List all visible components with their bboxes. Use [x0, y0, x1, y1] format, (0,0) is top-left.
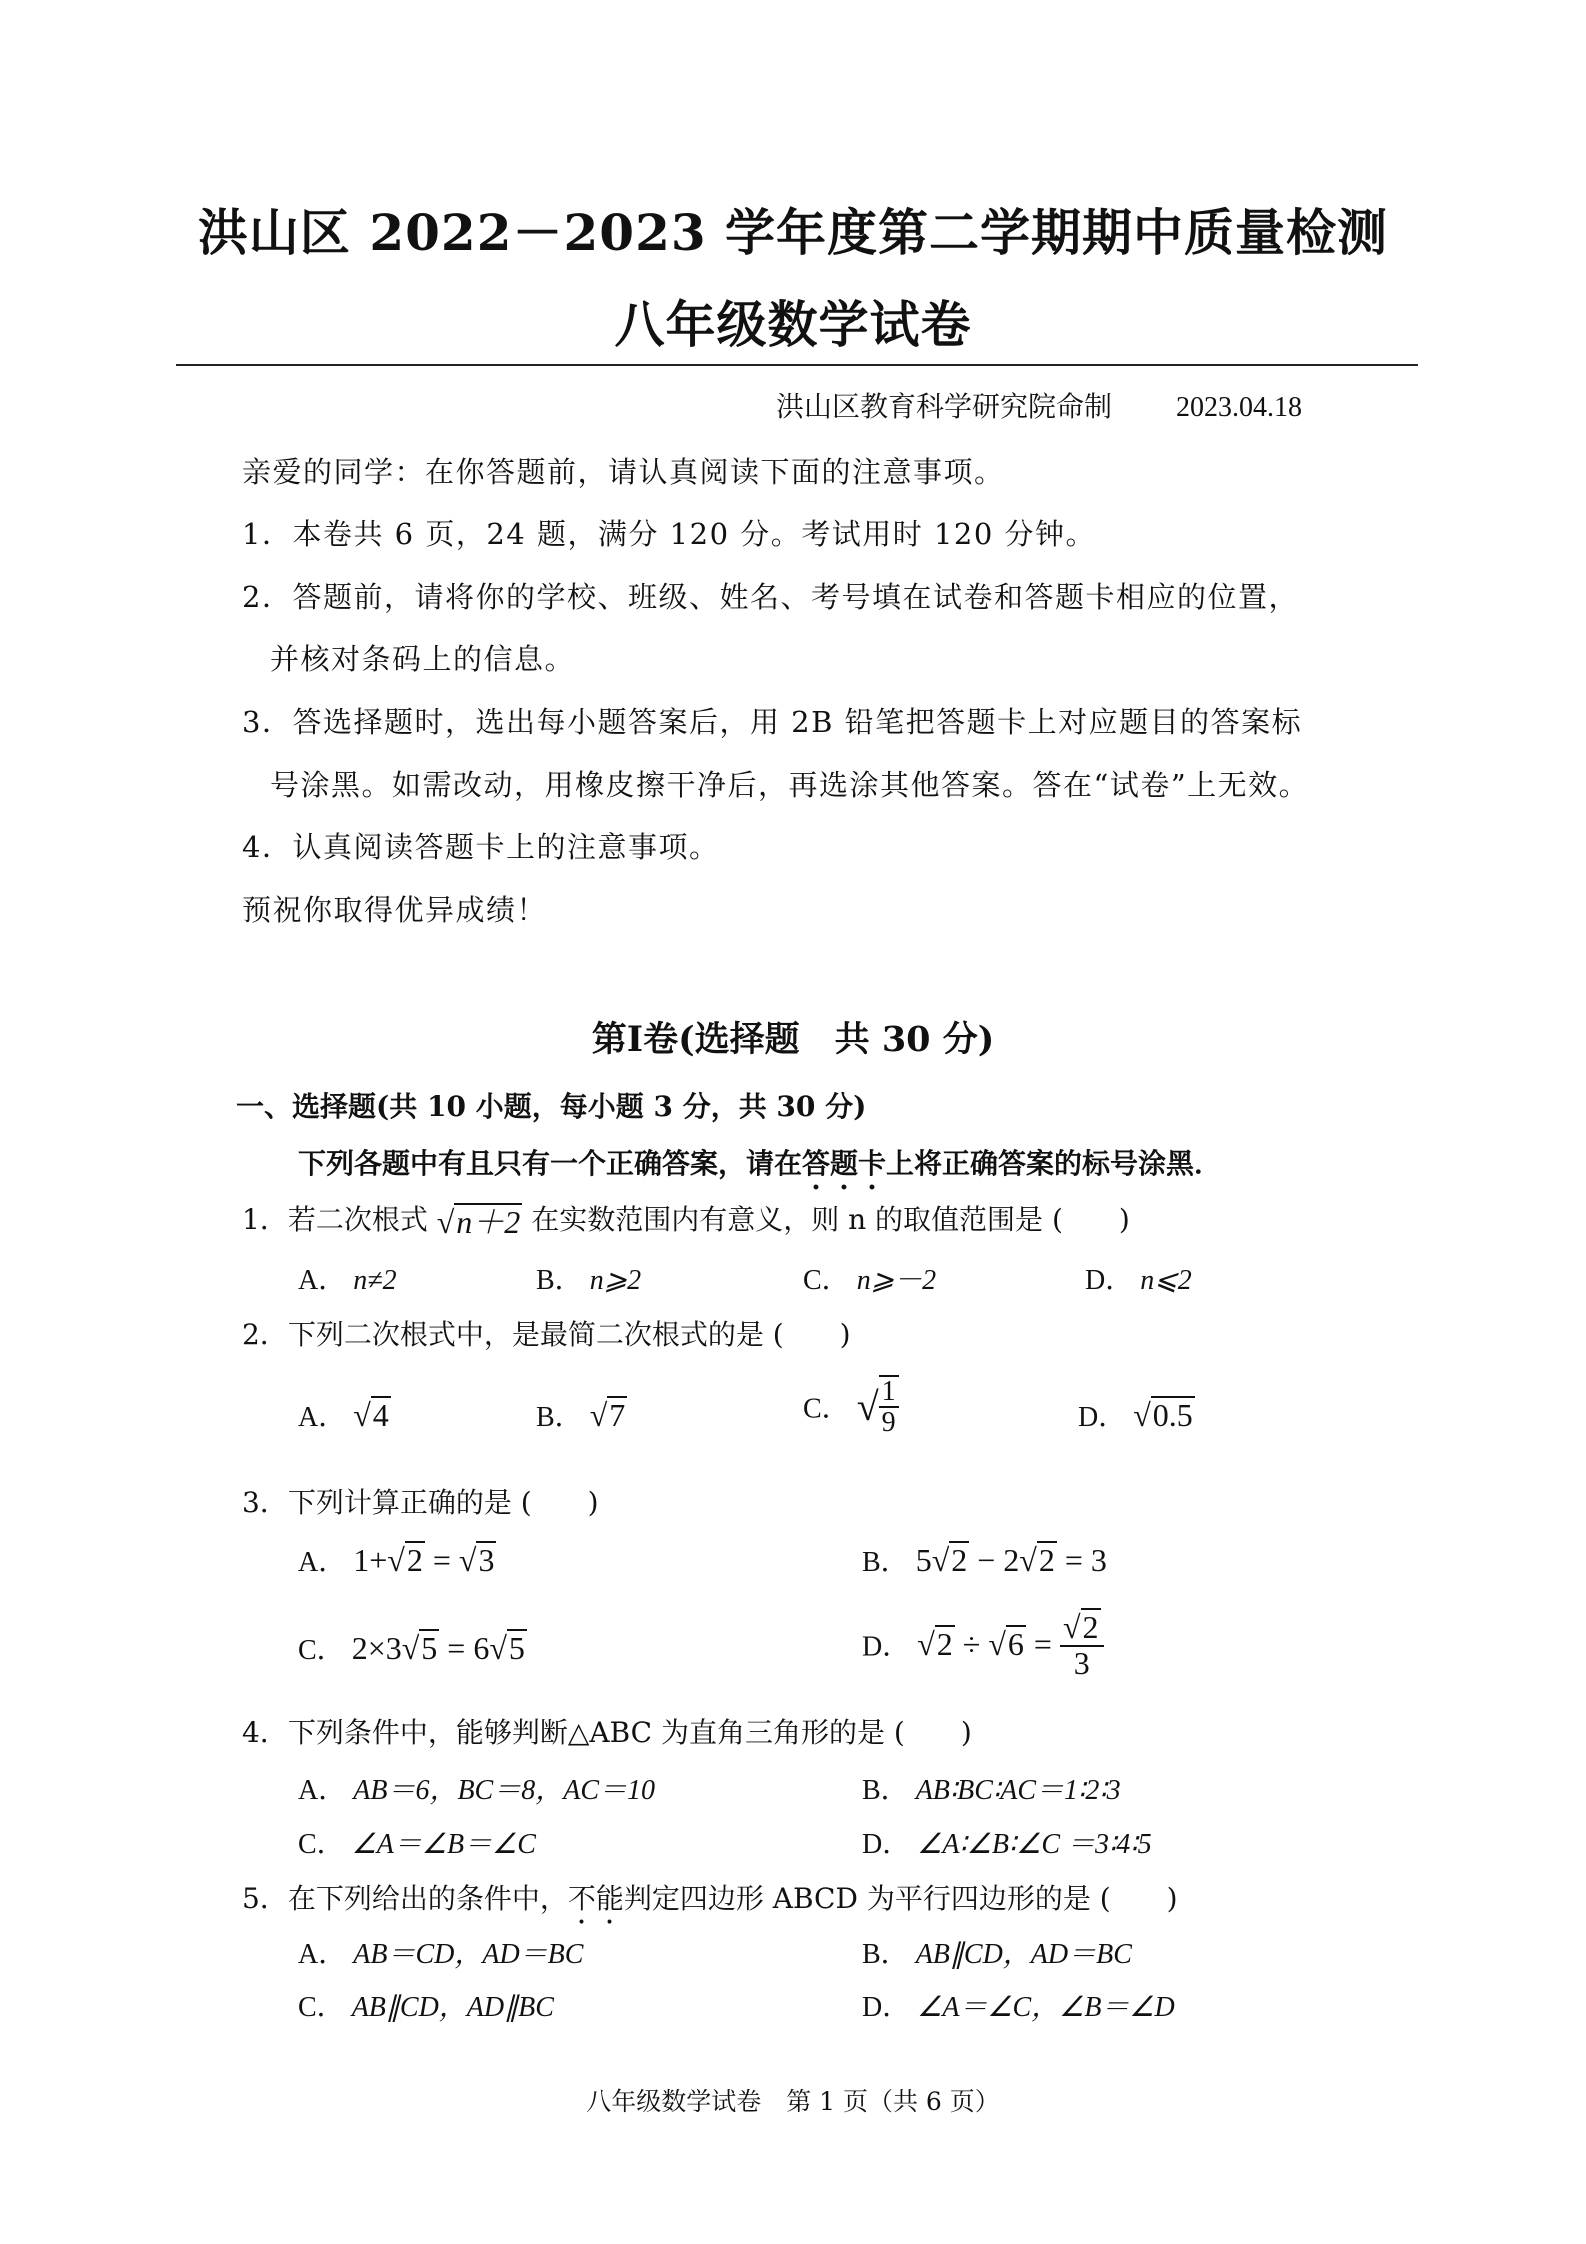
q4-option-d-text: ∠A∶∠B∶∠C ＝3∶4∶5: [917, 1829, 1152, 1860]
q4-option-a[interactable]: [298, 1768, 655, 1808]
q5-option-d[interactable]: [862, 1985, 1175, 2025]
notice-item-4: 4．认真阅读答题卡上的注意事项。: [242, 830, 720, 864]
q2-option-a[interactable]: A． √4: [298, 1397, 389, 1433]
q4-option-d[interactable]: [862, 1822, 1152, 1862]
option-label: B．: [536, 1402, 583, 1433]
q2-c-denominator: 9: [881, 1407, 896, 1439]
q1-radicand: n＋2: [456, 1203, 521, 1240]
author-line: [776, 385, 1302, 425]
q4-option-b[interactable]: [862, 1768, 1121, 1808]
q4-option-b-text: AB∶BC∶AC＝1∶2∶3: [915, 1775, 1121, 1806]
q5-option-c[interactable]: [298, 1985, 554, 2025]
part1-title: 第Ⅰ卷(选择题 共 30 分): [591, 1019, 995, 1060]
q2-option-a-radicand: 4: [372, 1397, 389, 1433]
option-label: D．: [1078, 1402, 1127, 1433]
option-label: A．: [298, 1547, 347, 1578]
q5-stem-a: 5．在下列给出的条件中，: [242, 1882, 568, 1915]
option-label: B．: [862, 1775, 909, 1806]
option-label: A．: [298, 1775, 347, 1806]
q1-suffix: 在实数范围内有意义，则 n 的取值范围是 ( ): [531, 1203, 1130, 1236]
q1-option-a[interactable]: [298, 1258, 397, 1298]
option-label: C．: [298, 1992, 345, 2023]
exam-date: 2023.04.18: [1176, 392, 1303, 423]
question-4: 4．下列条件中，能够判断△ABC 为直角三角形的是 ( ): [242, 1716, 972, 1749]
q1-option-b-text: n⩾2: [589, 1265, 642, 1296]
q2-c-numerator: 1: [879, 1377, 899, 1408]
q2-option-b[interactable]: B． √7: [536, 1397, 626, 1433]
option-label: C．: [803, 1265, 850, 1296]
q4-option-c[interactable]: [298, 1822, 536, 1862]
exam-title-line1: 洪山区 2022－2023 学年度第二学期期中质量检测: [197, 203, 1389, 262]
q3-option-d[interactable]: D． √2 ÷ √6 = $\frac{√2}{3}$: [862, 1608, 1104, 1681]
q1-option-d-text: n⩽2: [1140, 1265, 1192, 1296]
option-label: A．: [298, 1265, 347, 1296]
q2-option-b-radicand: 7: [609, 1397, 626, 1433]
question-5: [242, 1877, 1178, 1931]
instruction-text-a: 下列各题中有且只有一个正确答案，请在: [298, 1147, 803, 1180]
q5-stem-b: 判定四边形 ABCD 为平行四边形的是 ( ): [623, 1882, 1178, 1915]
option-label: C．: [298, 1829, 345, 1860]
option-label: A．: [298, 1939, 347, 1970]
option-label: D．: [862, 1992, 911, 2023]
notice-item-1: 1．本卷共 6 页，24 题，满分 120 分。考试用时 120 分钟。: [242, 517, 1097, 551]
q5-option-a-text: AB＝CD，AD＝BC: [353, 1939, 584, 1970]
option-label: C．: [298, 1635, 345, 1666]
page-footer: 八年级数学试卷 第 1 页（共 6 页）: [586, 2087, 1000, 2116]
q5-option-b-text: AB∥CD，AD＝BC: [915, 1939, 1132, 1970]
exam-title-line2: 八年级数学试卷: [614, 295, 972, 354]
notice-item-2a: 2．答题前，请将你的学校、班级、姓名、考号填在试卷和答题卡相应的位置，: [242, 580, 1299, 614]
q2-option-d[interactable]: D． √0.5: [1078, 1397, 1193, 1433]
instruction-emphasis: 答题卡: [802, 1147, 887, 1180]
q2-option-c[interactable]: C． √ $\frac{1}{9}$: [803, 1375, 899, 1438]
notice-intro: 亲爱的同学：在你答题前，请认真阅读下面的注意事项。: [242, 455, 1005, 489]
q1-option-b[interactable]: [536, 1258, 641, 1298]
q1-option-c[interactable]: [803, 1258, 936, 1298]
q2-option-d-radicand: 0.5: [1152, 1397, 1193, 1433]
option-label: B．: [862, 1547, 909, 1578]
q1-option-c-text: n⩾－2: [856, 1265, 937, 1296]
q1-option-a-text: n≠2: [353, 1265, 397, 1296]
option-label: D．: [1085, 1265, 1134, 1296]
header-divider: [176, 364, 1418, 366]
question-3: 3．下列计算正确的是 ( ): [242, 1486, 599, 1519]
section-heading: 一、选择题(共 10 小题，每小题 3 分，共 30 分): [236, 1090, 867, 1123]
author: 洪山区教育科学研究院命制: [776, 392, 1113, 423]
notice-item-3a: 3．答选择题时，选出每小题答案后，用 2B 铅笔把答题卡上对应题目的答案标: [242, 705, 1303, 739]
q3-option-b[interactable]: B． 5√2 − 2√2 = 3: [862, 1542, 1107, 1578]
option-label: A．: [298, 1402, 347, 1433]
question-1: [242, 1198, 1130, 1241]
option-label: D．: [862, 1829, 911, 1860]
option-label: B．: [862, 1939, 909, 1970]
option-label: D．: [862, 1631, 911, 1663]
option-label: B．: [536, 1265, 583, 1296]
q3-option-c[interactable]: C． 2×3√5 = 6√5: [298, 1630, 525, 1666]
q5-option-a[interactable]: [298, 1932, 583, 1972]
q4-option-a-text: AB＝6，BC＝8，AC＝10: [353, 1775, 656, 1806]
question-2: 2．下列二次根式中，是最简二次根式的是 ( ): [242, 1318, 851, 1351]
q1-radical: √n＋2: [436, 1203, 521, 1240]
q4-option-c-text: ∠A＝∠B＝∠C: [351, 1829, 536, 1860]
q1-option-d[interactable]: [1085, 1258, 1192, 1298]
q5-option-b[interactable]: [862, 1932, 1132, 1972]
q5-option-c-text: AB∥CD，AD∥BC: [351, 1992, 554, 2023]
q5-emphasis: 不能: [567, 1882, 624, 1915]
option-label: C．: [803, 1393, 850, 1425]
notice-item-2b: 并核对条码上的信息。: [270, 642, 576, 676]
instruction-text-b: 上将正确答案的标号涂黑．: [886, 1147, 1223, 1180]
q1-prefix: 1．若二次根式: [242, 1203, 428, 1236]
q3-option-a[interactable]: A． 1+√2 = √3: [298, 1542, 495, 1578]
q5-option-d-text: ∠A＝∠C，∠B＝∠D: [917, 1992, 1175, 2023]
section-instruction: [298, 1142, 1222, 1196]
notice-item-3b: 号涂黑。如需改动，用橡皮擦干净后，再选涂其他答案。答在“试卷”上无效。: [270, 768, 1310, 802]
notice-wish: 预祝你取得优异成绩！: [242, 893, 548, 927]
